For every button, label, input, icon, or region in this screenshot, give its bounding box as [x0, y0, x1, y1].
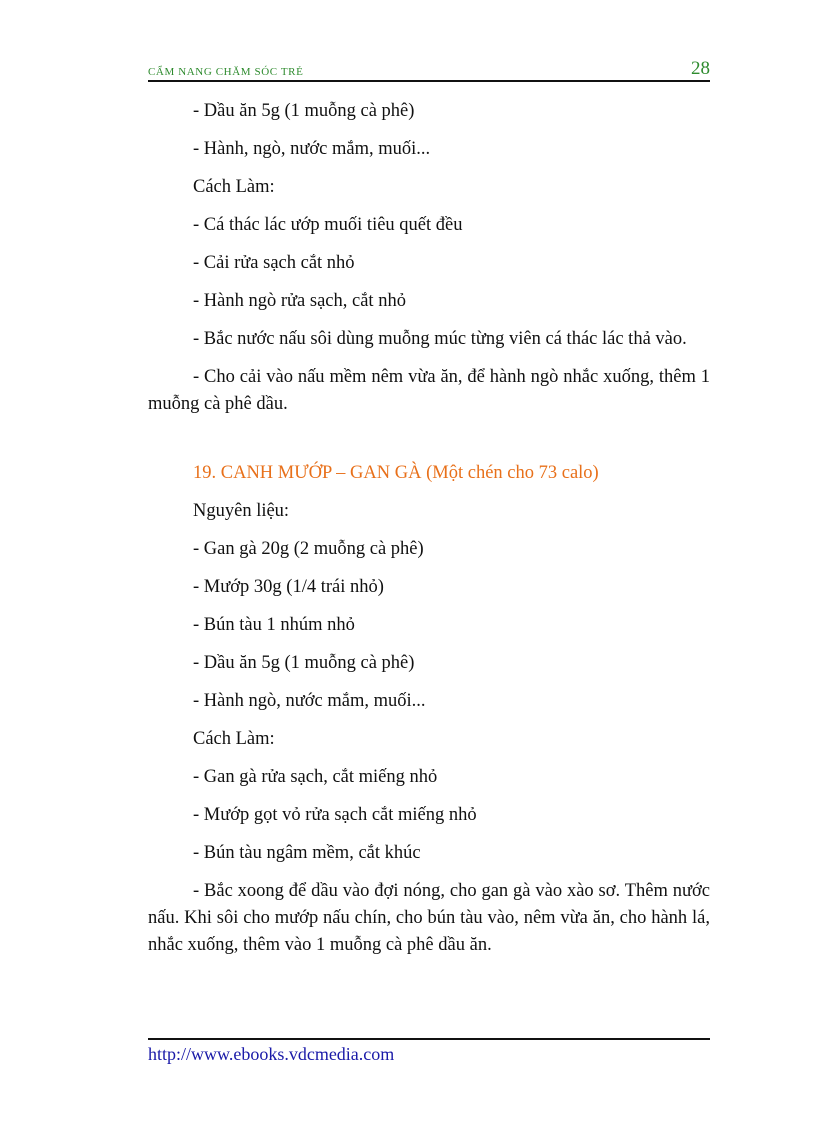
- step-line: - Cá thác lác ướp muối tiêu quết đều: [193, 215, 463, 235]
- ingredient-line: - Dầu ăn 5g (1 muỗng cà phê): [193, 101, 415, 121]
- ingredients-label: Nguyên liệu:: [193, 501, 290, 521]
- recipe-title: 19. CANH MƯỚP – GAN GÀ (Một chén cho 73 calo): [193, 463, 599, 483]
- ingredient-line: - Hành ngò, nước mắm, muối...: [193, 691, 426, 711]
- page-header: [148, 60, 710, 80]
- footer-divider: [148, 1038, 710, 1040]
- step-line: - Bún tàu ngâm mềm, cắt khúc: [193, 843, 421, 863]
- step-paragraph: - Cho cải vào nấu mềm nêm vừa ăn, để hành ngò nhắc xuống, thêm 1 muỗng cà phê dầu.: [148, 367, 710, 414]
- ingredient-line: - Hành, ngò, nước mắm, muối...: [193, 139, 431, 159]
- page-content: [148, 98, 710, 970]
- header-divider: [148, 80, 710, 82]
- step-line: - Gan gà rửa sạch, cắt miếng nhỏ: [193, 767, 438, 787]
- step-line: - Hành ngò rửa sạch, cắt nhỏ: [193, 291, 406, 311]
- ingredient-line: - Dầu ăn 5g (1 muỗng cà phê): [193, 653, 415, 673]
- step-line: - Cải rửa sạch cắt nhỏ: [193, 253, 355, 273]
- step-line: - Mướp gọt vỏ rửa sạch cắt miếng nhỏ: [193, 805, 477, 825]
- ingredient-line: - Mướp 30g (1/4 trái nhỏ): [193, 577, 384, 597]
- ingredient-line: - Bún tàu 1 nhúm nhỏ: [193, 615, 355, 635]
- method-label: Cách Làm:: [193, 177, 275, 197]
- step-paragraph: - Bắc nước nấu sôi dùng muỗng múc từng viên cá thác lác thả vào.: [193, 329, 687, 349]
- page-number: 28: [691, 58, 710, 79]
- ingredient-line: - Gan gà 20g (2 muỗng cà phê): [193, 539, 424, 559]
- step-paragraph: - Bắc xoong để dầu vào đợi nóng, cho gan gà vào xào sơ. Thêm nước nấu. Khi sôi cho mướp nấu chín, cho bún tàu vào, nêm vừa ăn, cho hành lá, nhắc xuống, thêm vào 1 muỗng cà phê dầu ăn.: [148, 881, 710, 955]
- method-label: Cách Làm:: [193, 729, 275, 749]
- footer-link[interactable]: http://www.ebooks.vdcmedia.com: [148, 1044, 395, 1064]
- header-title: CẨM NANG CHĂM SÓC TRẺ: [148, 66, 304, 78]
